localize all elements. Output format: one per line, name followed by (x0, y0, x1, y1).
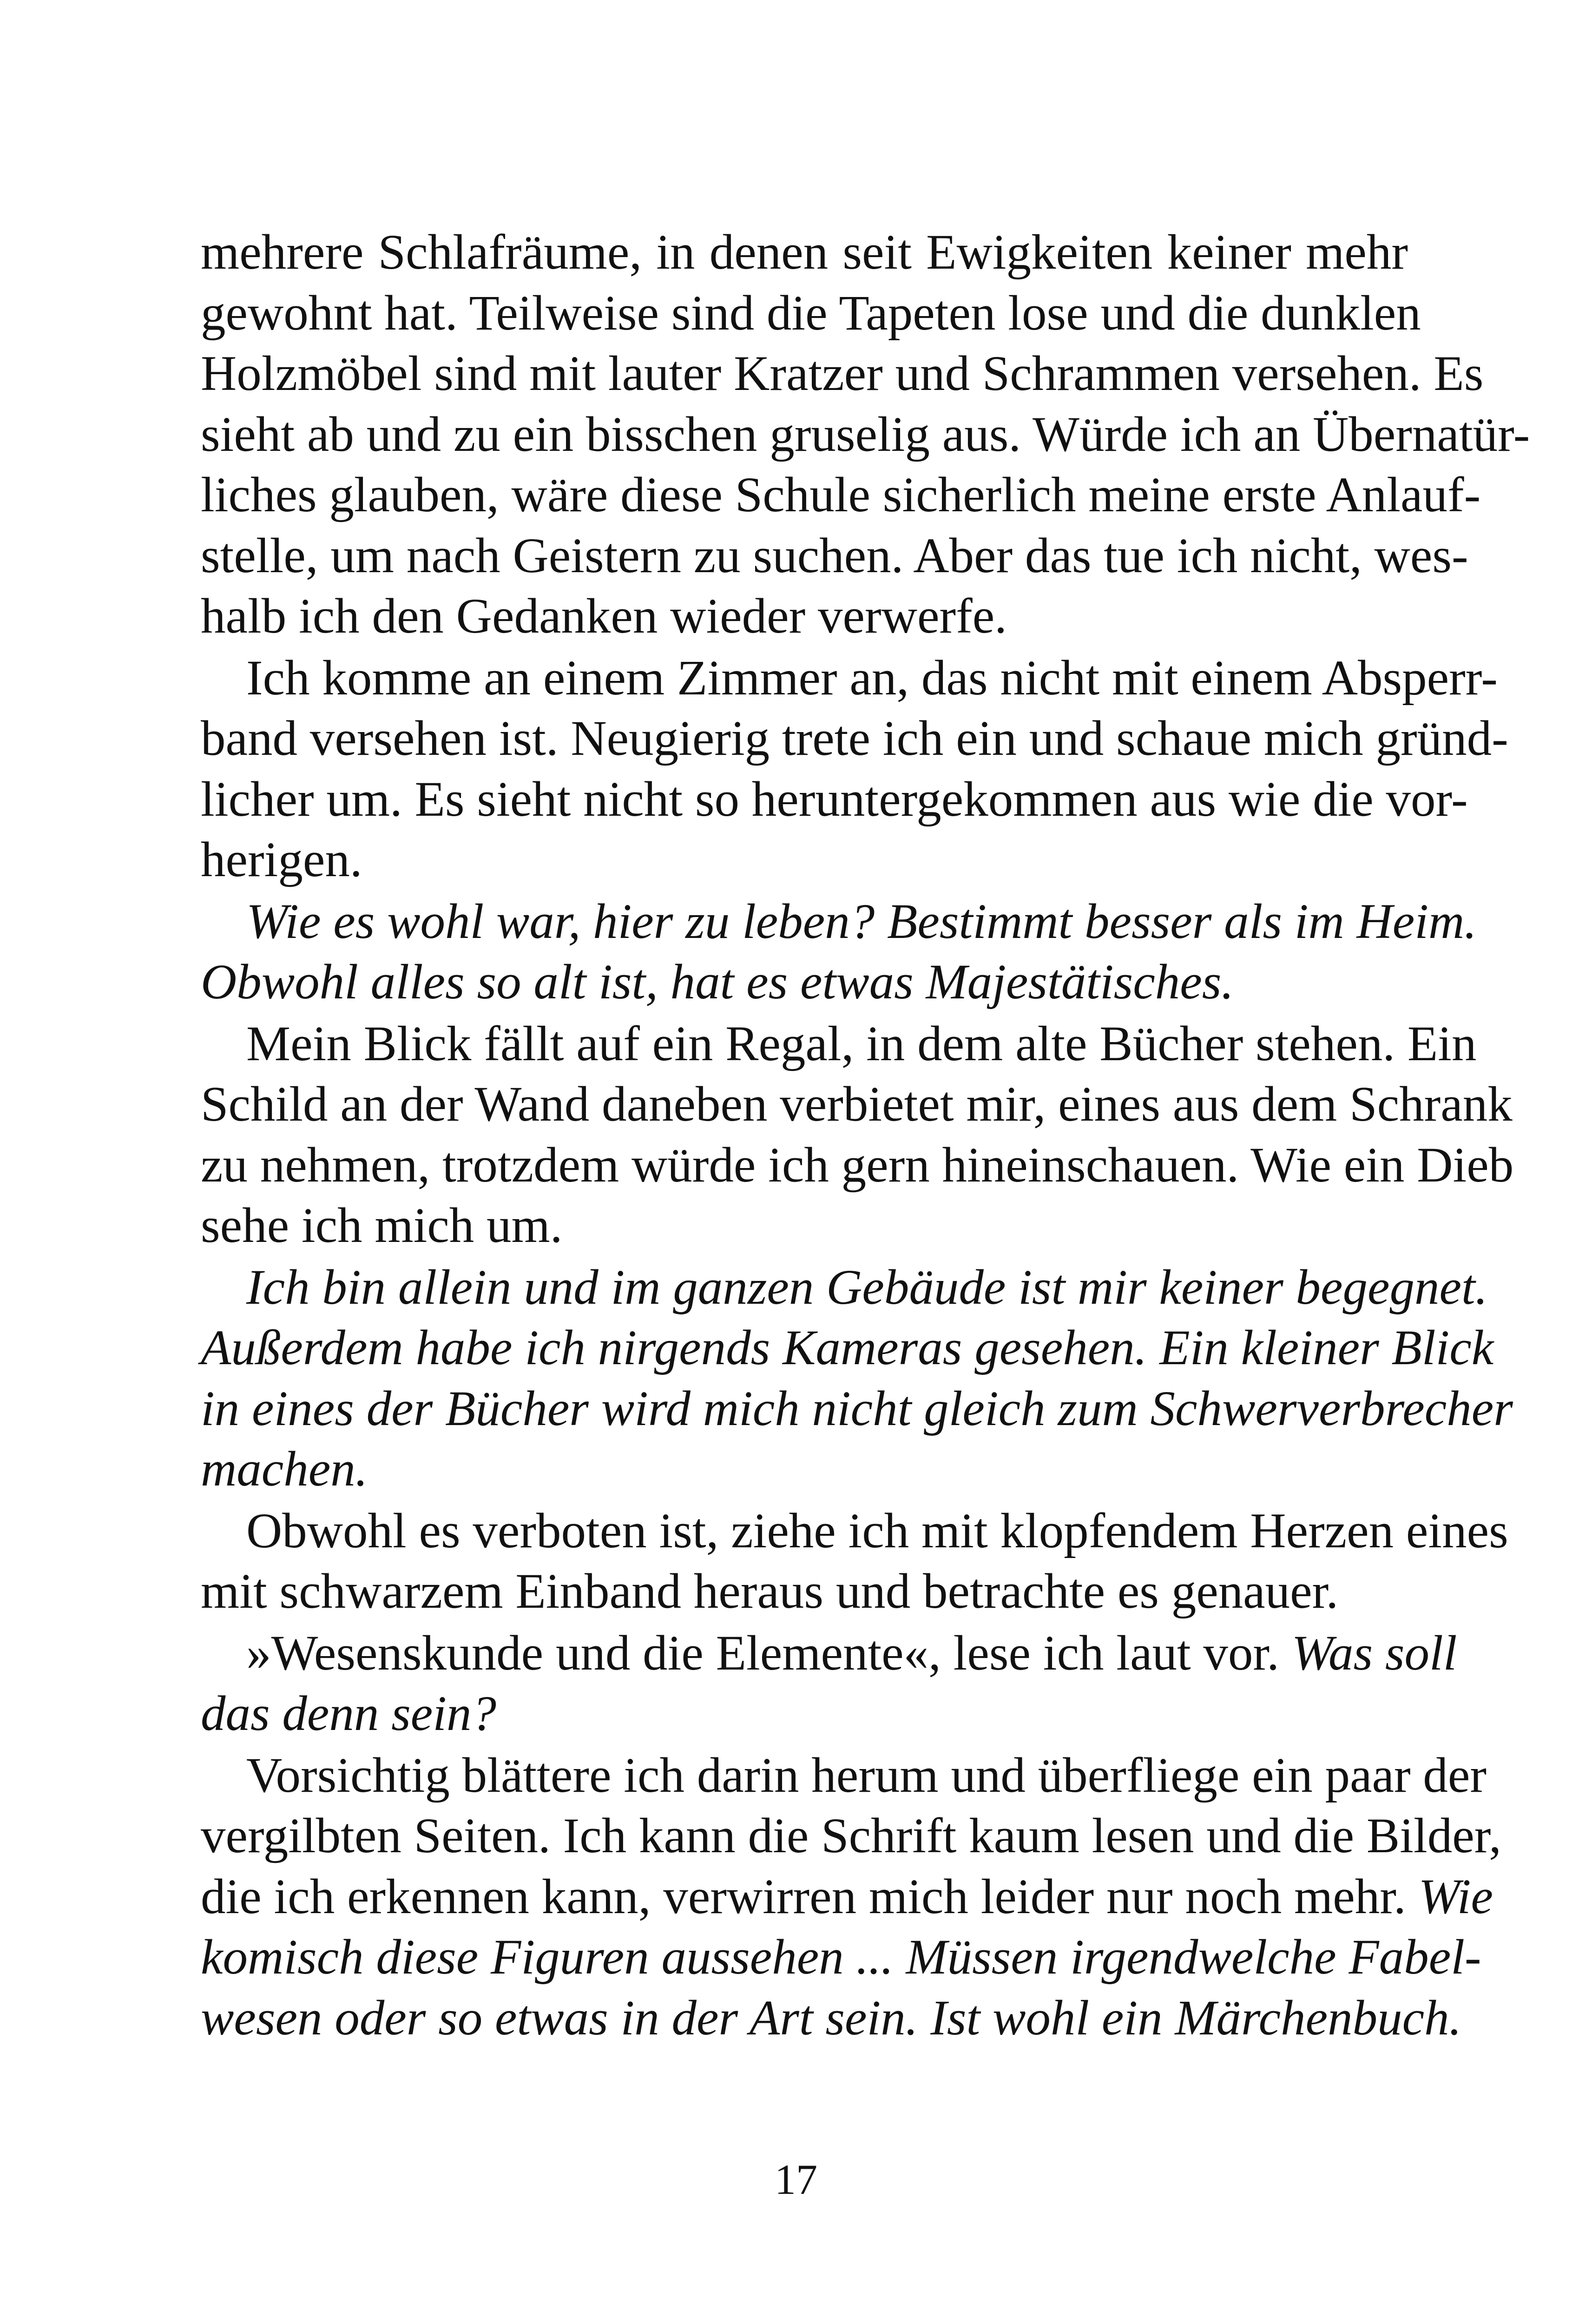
text-line: Obwohl es verboten ist, ziehe ich mit klopfendem Herzen eines (246, 1503, 1508, 1558)
text-line: wesen oder so etwas in der Art sein. Ist wohl ein Märchenbuch. (201, 1990, 1462, 2046)
text-line: stelle, um nach Geistern zu suchen. Aber das tue ich nicht, wes- (201, 528, 1468, 583)
text-line: band versehen ist. Neugierig trete ich ein und schaue mich gründ- (201, 711, 1508, 766)
text-line: zu nehmen, trotzdem würde ich gern hineinschauen. Wie ein Dieb (201, 1137, 1514, 1193)
text-line: sieht ab und zu ein bisschen gruselig aus. Würde ich an Übernatür- (201, 407, 1530, 462)
text-line: herigen. (201, 832, 362, 887)
text-run-italic: Wie (1418, 1869, 1493, 1924)
text-line (201, 1867, 1493, 1928)
body-text (201, 222, 1530, 2048)
text-line: machen. (201, 1442, 368, 1497)
text-line: Außerdem habe ich nirgends Kameras gesehen. Ein kleiner Blick (201, 1320, 1494, 1375)
text-line: Obwohl alles so alt ist, hat es etwas Majestätisches. (201, 955, 1234, 1010)
text-line: das denn sein? (201, 1686, 496, 1741)
text-line: Wie es wohl war, hier zu leben? Bestimmt besser als im Heim. (246, 894, 1477, 949)
text-line: vergilbten Seiten. Ich kann die Schrift kaum lesen und die Bilder, (201, 1809, 1501, 1863)
text-line: liches glauben, wäre diese Schule sicherlich meine erste Anlauf- (201, 468, 1481, 522)
text-line: gewohnt hat. Teilweise sind die Tapeten lose und die dunklen (201, 285, 1421, 341)
text-line: in eines der Bücher wird mich nicht gleich zum Schwerverbrecher (201, 1381, 1513, 1436)
text-line: Ich bin allein und im ganzen Gebäude ist mir keiner begegnet. (246, 1260, 1488, 1315)
text-line: Schild an der Wand daneben verbietet mir, eines aus dem Schrank (201, 1077, 1513, 1132)
text-run: die ich erkennen kann, verwirren mich leider nur noch mehr. (201, 1869, 1406, 1924)
text-line: Ich komme an einem Zimmer an, das nicht mit einem Absperr- (246, 650, 1498, 706)
text-run: »Wesenskunde und die Elemente«, lese ich laut vor. (246, 1625, 1279, 1681)
text-line (201, 1623, 1457, 1684)
text-line: Holzmöbel sind mit lauter Kratzer und Schrammen versehen. Es (201, 346, 1484, 401)
text-line: licher um. Es sieht nicht so heruntergekommen aus wie die vor- (201, 772, 1468, 827)
text-run-italic: Was soll (1291, 1625, 1457, 1681)
page-number: 17 (775, 2156, 817, 2203)
text-line: mehrere Schlafräume, in denen seit Ewigkeiten keiner mehr (201, 225, 1408, 280)
text-line: halb ich den Gedanken wieder verwerfe. (201, 589, 1007, 644)
text-line: Vorsichtig blättere ich darin herum und überfliege ein paar der (246, 1748, 1487, 1803)
text-line: mit schwarzem Einband heraus und betrachte es genauer. (201, 1564, 1339, 1619)
text-line: sehe ich mich um. (201, 1198, 563, 1253)
text-line: Mein Blick fällt auf ein Regal, in dem alte Bücher stehen. Ein (246, 1016, 1477, 1071)
text-line: komisch diese Figuren aussehen ... Müssen irgendwelche Fabel- (201, 1930, 1481, 1985)
